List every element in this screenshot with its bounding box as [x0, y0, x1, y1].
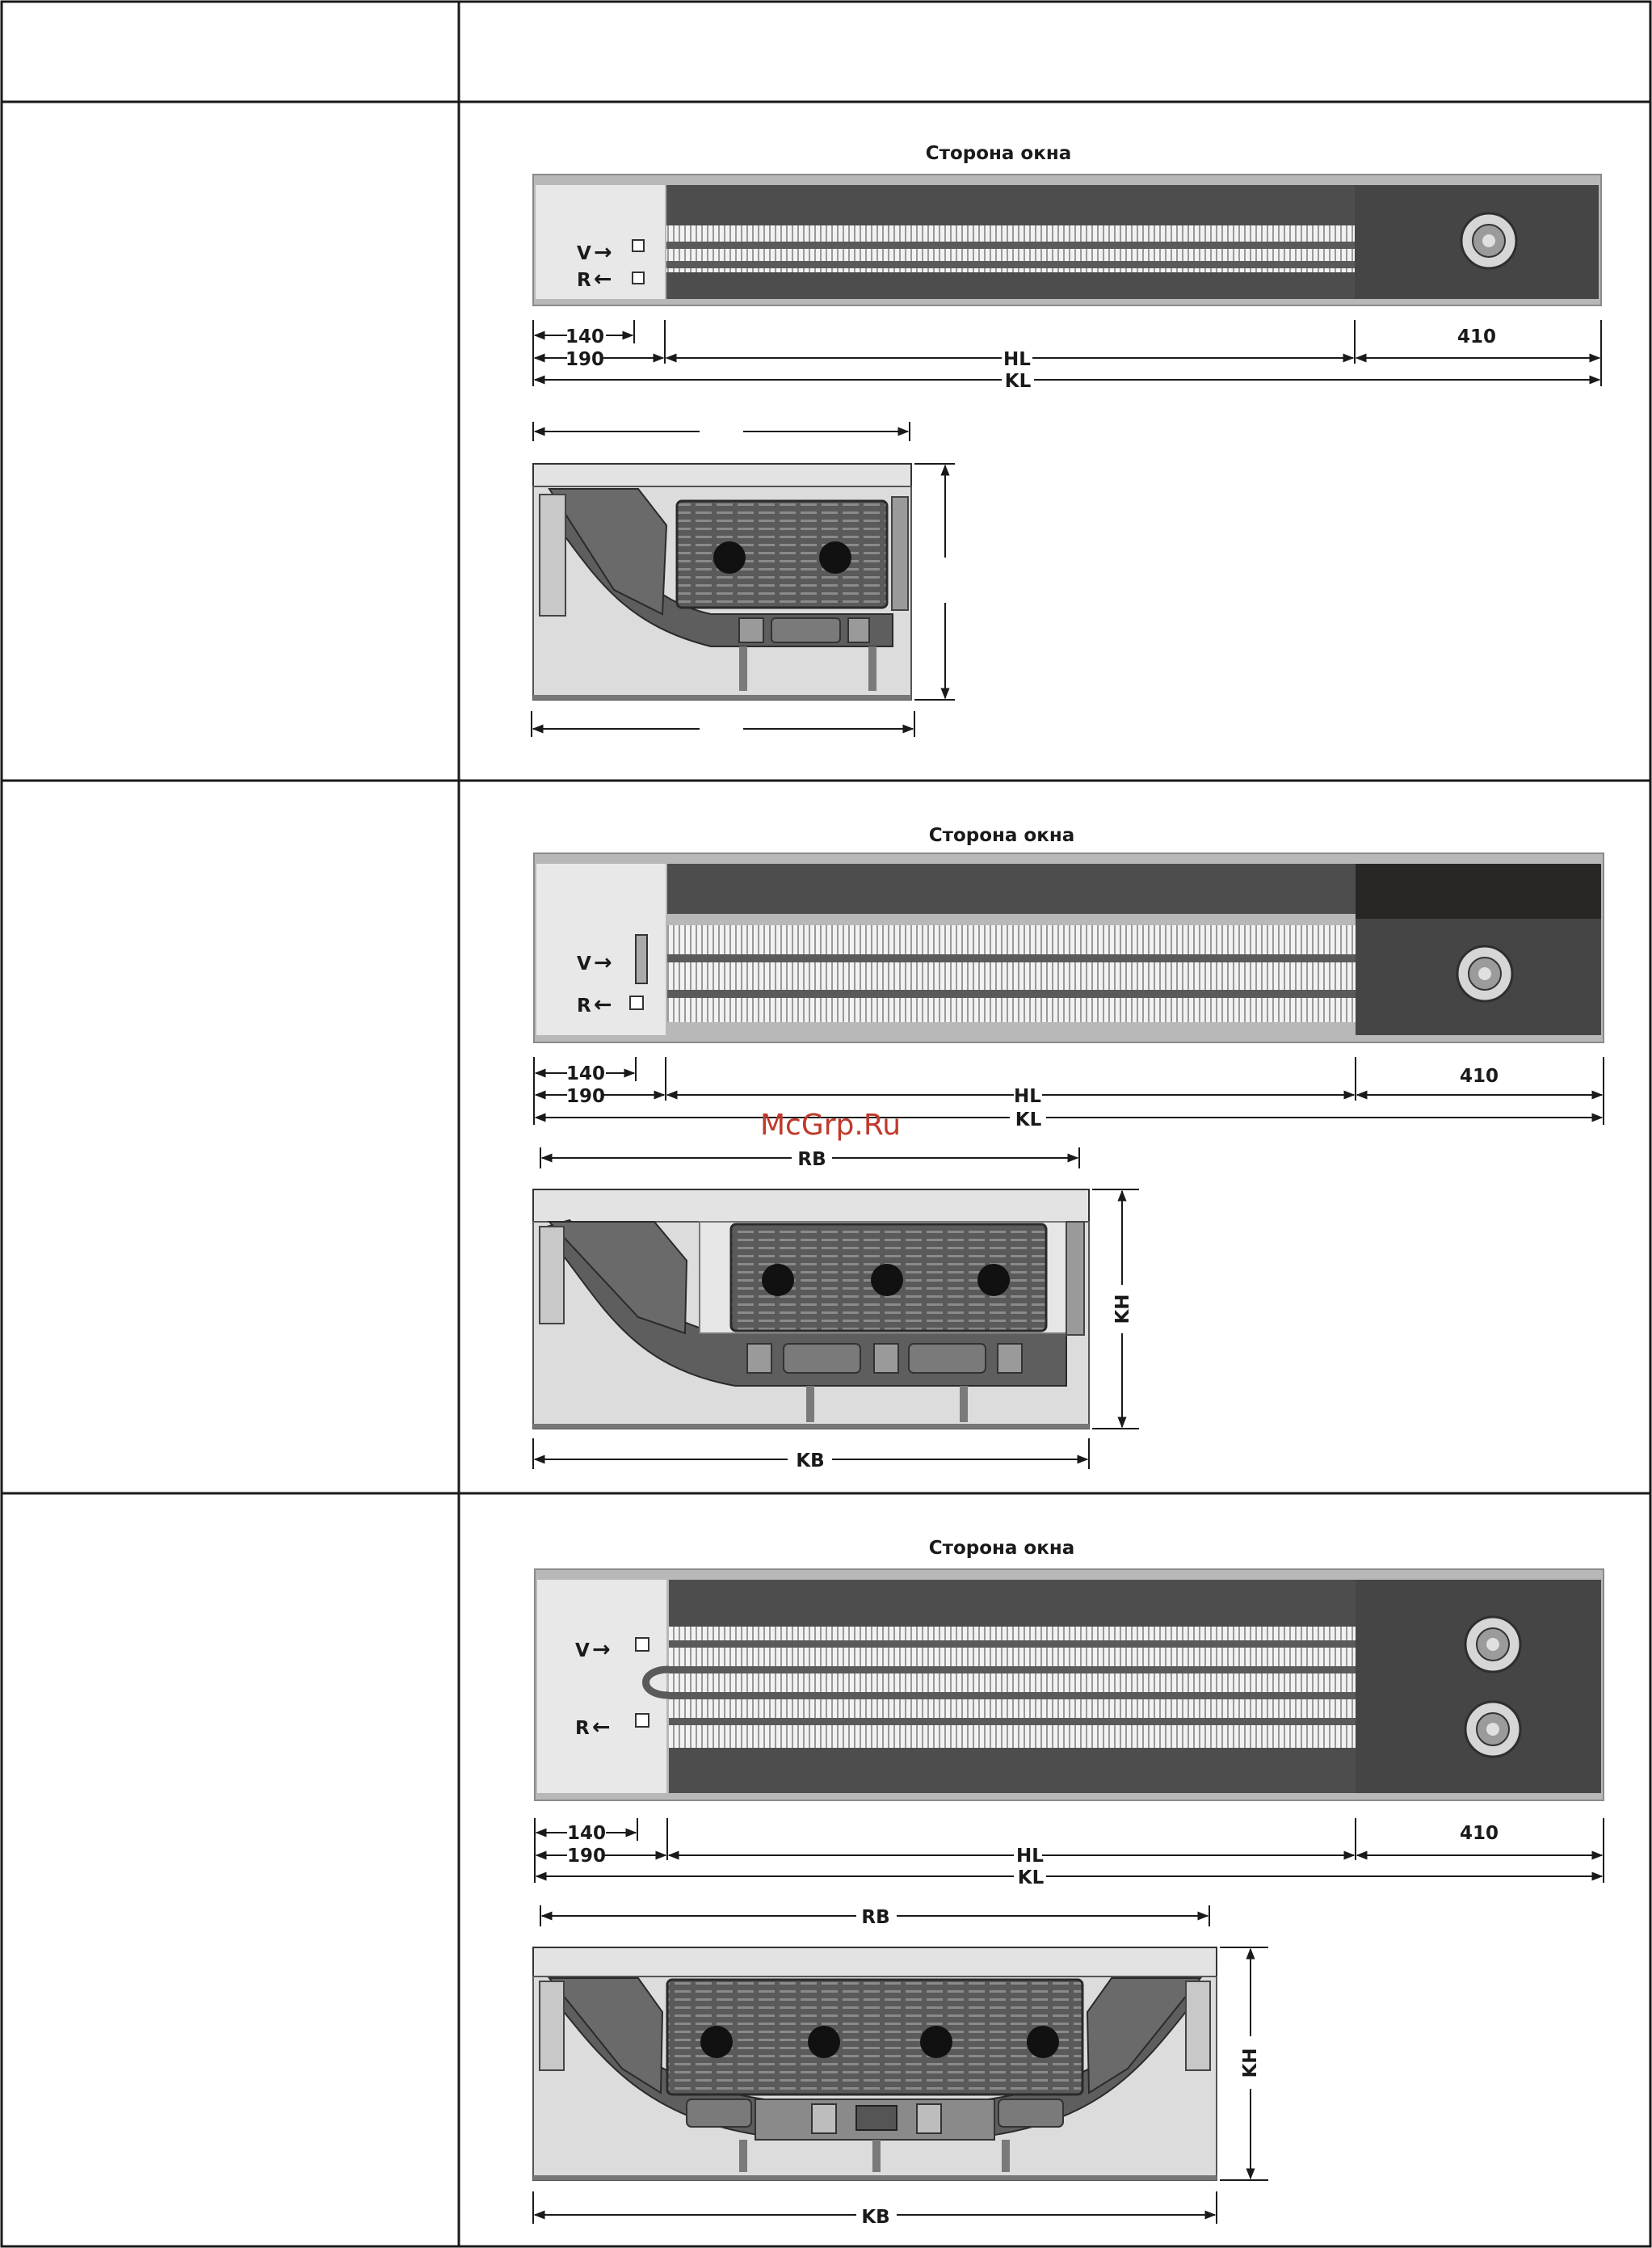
pipe-circle — [808, 2026, 840, 2058]
dim-410: 410 — [1457, 326, 1497, 347]
heating-tube — [669, 1718, 1356, 1725]
pipe-circle — [700, 2026, 733, 2058]
dim-kb: KB — [861, 2207, 890, 2228]
fan-icon — [1457, 946, 1512, 1001]
dim-410: 410 — [1459, 1823, 1499, 1844]
dim-kl: KL — [1015, 1109, 1042, 1130]
arrow-right-icon: → — [594, 240, 612, 265]
supply-label: V — [577, 954, 591, 975]
return-label: R — [577, 270, 591, 291]
dim-kh: KH — [1240, 2048, 1261, 2078]
heating-tube — [669, 1666, 1356, 1673]
length-dimensions — [535, 1818, 1604, 1883]
pipe-circle — [977, 1264, 1010, 1296]
dim-kl: KL — [1004, 371, 1032, 392]
row-1-drawing — [532, 143, 1601, 737]
dim-190: 190 — [565, 349, 605, 370]
dim-410: 410 — [1459, 1066, 1499, 1087]
cross-section-view — [533, 1147, 1139, 1471]
dim-190: 190 — [566, 1846, 607, 1867]
dim-hl: HL — [1016, 1846, 1044, 1867]
pipe-circle — [713, 541, 746, 574]
dim-190: 190 — [565, 1086, 606, 1107]
dim-140: 140 — [565, 326, 605, 347]
window-side-label: Сторона окна — [928, 825, 1075, 846]
return-label: R — [577, 996, 591, 1017]
heating-tube — [667, 990, 1356, 998]
dim-kl: KL — [1017, 1867, 1045, 1888]
arrow-left-icon: ← — [592, 1715, 611, 1740]
dim-hl: HL — [1003, 349, 1031, 370]
row-2-drawing — [533, 825, 1604, 1471]
window-side-label: Сторона окна — [928, 1538, 1075, 1559]
arrow-right-icon: → — [594, 950, 612, 975]
plan-view — [534, 853, 1604, 1042]
heating-tube — [667, 954, 1356, 962]
heating-tube — [666, 261, 1355, 268]
supply-label: V — [575, 1640, 590, 1661]
pipe-circle — [920, 2026, 952, 2058]
pipe-circle — [762, 1264, 794, 1296]
heating-tube — [669, 1640, 1356, 1648]
pipe-circle — [871, 1264, 903, 1296]
plan-view — [533, 175, 1601, 305]
fan-icon — [1461, 213, 1516, 268]
dim-kh: KH — [1112, 1294, 1133, 1324]
arrow-right-icon: → — [592, 1637, 611, 1662]
length-dimensions — [533, 320, 1601, 386]
pipe-circle — [819, 541, 851, 574]
dim-rb: RB — [861, 1907, 890, 1928]
dim-140: 140 — [565, 1063, 606, 1084]
dim-140: 140 — [566, 1823, 607, 1844]
dim-kb: KB — [796, 1450, 825, 1471]
row-3-drawing — [533, 1538, 1604, 2228]
arrow-left-icon: ← — [594, 992, 612, 1017]
pipe-circle — [1027, 2026, 1059, 2058]
dim-hl: HL — [1014, 1086, 1041, 1107]
heating-tube — [669, 1692, 1356, 1699]
heat-exchanger-block — [677, 501, 887, 608]
window-side-label: Сторона окна — [925, 143, 1072, 164]
fan-block — [1356, 1580, 1601, 1793]
fan-block-top — [1356, 864, 1601, 919]
return-label: R — [575, 1718, 590, 1739]
heating-tube — [666, 242, 1355, 249]
cross-section-view — [532, 422, 955, 737]
cross-section-view — [533, 1905, 1268, 2228]
length-dimensions — [534, 1057, 1604, 1125]
plan-view — [535, 1569, 1604, 1800]
fan-icon — [1465, 1702, 1520, 1757]
watermark: McGrp.Ru — [759, 1109, 902, 1142]
supply-label: V — [577, 243, 591, 264]
arrow-left-icon: ← — [594, 267, 612, 292]
dim-rb: RB — [797, 1149, 826, 1170]
heat-exchanger-fins — [667, 925, 1356, 1022]
fan-icon — [1465, 1617, 1520, 1672]
